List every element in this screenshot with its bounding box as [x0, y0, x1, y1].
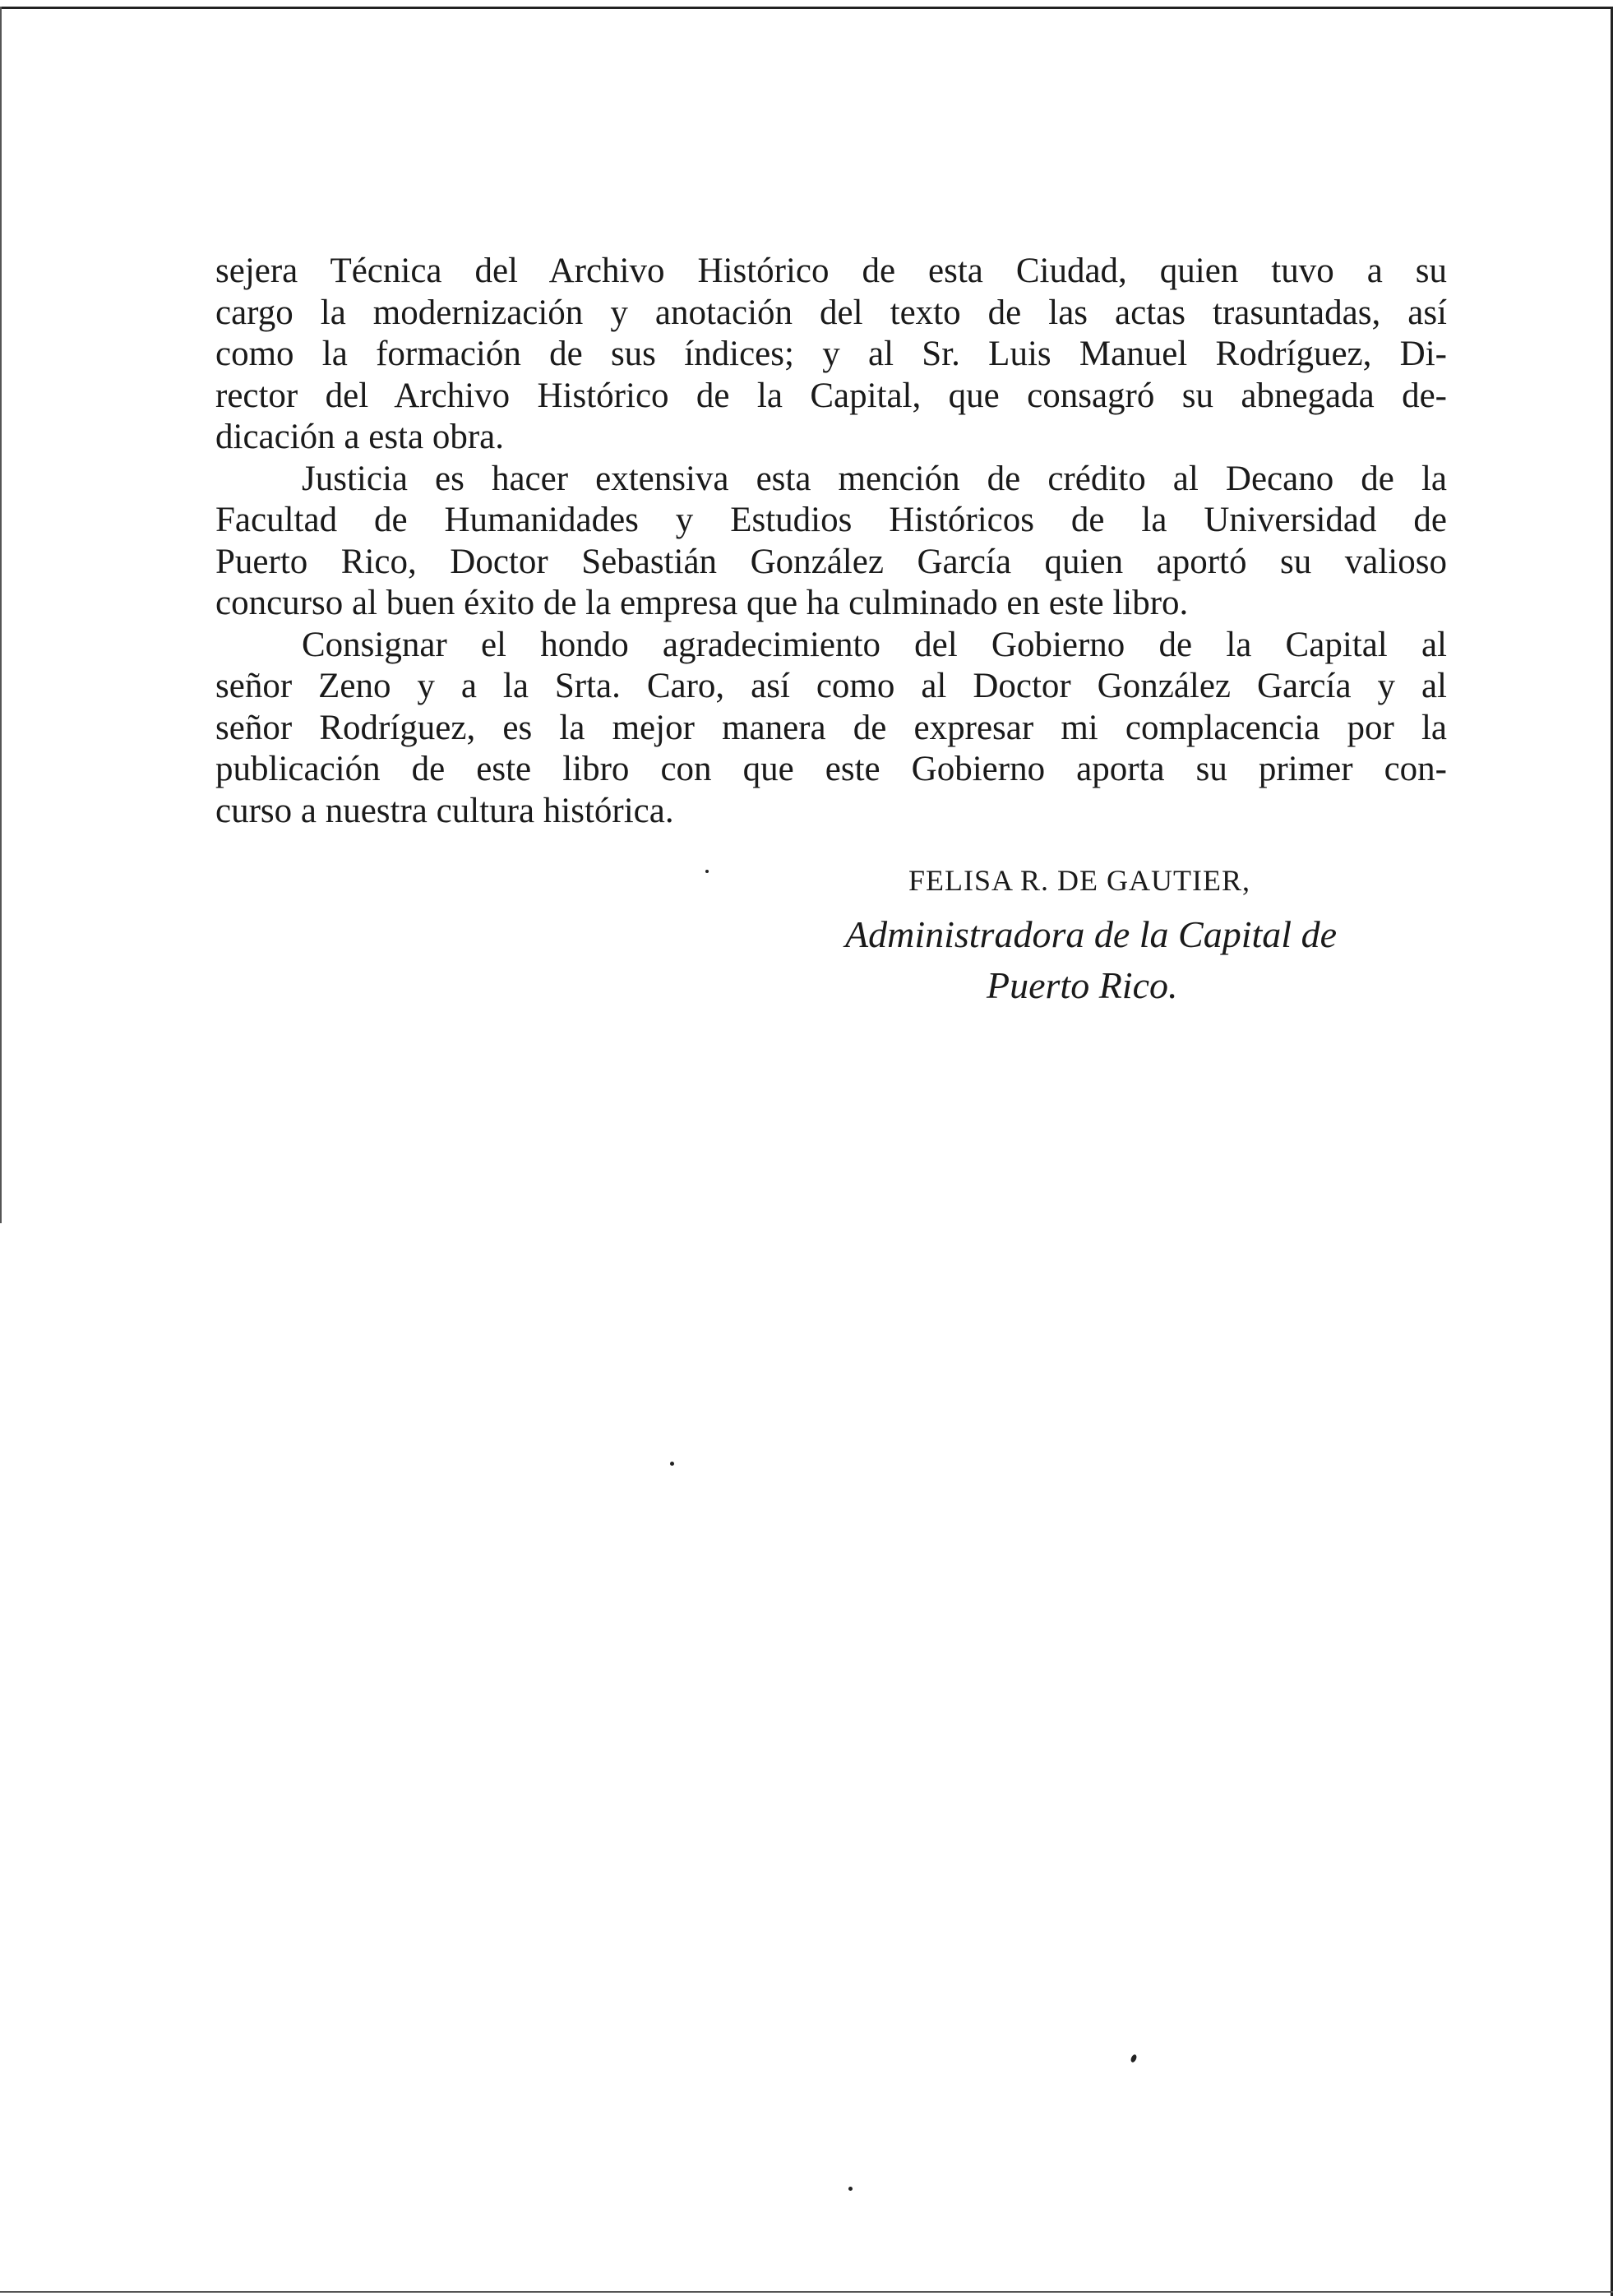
text-line: concurso al buen éxito de la empresa que ha culminado en este libro.: [215, 584, 1189, 622]
text-line: curso a nuestra cultura histórica.: [215, 791, 674, 830]
text-line: señor Zeno y a la Srta. Caro, así como al Doctor González García y al: [215, 667, 1447, 705]
paragraph-3: [215, 625, 1447, 833]
print-speck: [705, 870, 709, 873]
paragraph-2: [215, 459, 1447, 625]
text-line: como la formación de sus índices; y al Sr. Luis Manuel Rodríguez, Di-: [215, 335, 1447, 373]
text-line: cargo la modernización y anotación del texto de las actas trasuntadas, así: [215, 293, 1447, 332]
signatory-title-continued: Puerto Rico.: [987, 964, 1178, 1006]
text-line: publicación de este libro con que este Gobierno aporta su primer con-: [215, 750, 1447, 788]
text-line: Justicia es hacer extensiva esta mención de crédito al Decano de la: [302, 459, 1447, 498]
paragraph-1: [215, 251, 1447, 459]
print-speck: [1130, 2053, 1138, 2063]
text-line: Facultad de Humanidades y Estudios Históricos de la Universidad de: [215, 501, 1447, 539]
text-line: Consignar el hondo agradecimiento del Gobierno de la Capital al: [302, 625, 1447, 664]
text-line: dicación a esta obra.: [215, 418, 504, 456]
page-edge-left: [0, 7, 2, 1223]
page-edge-top: [0, 7, 1613, 9]
signatory-title: Administradora de la Capital de: [845, 913, 1337, 955]
signatory-name: FELISA R. DE GAUTIER,: [908, 864, 1250, 897]
body-text: [215, 251, 1447, 832]
text-line: sejera Técnica del Archivo Histórico de esta Ciudad, quien tuvo a su: [215, 252, 1447, 290]
print-speck: [670, 1462, 674, 1466]
print-speck: [848, 2187, 853, 2191]
text-line: señor Rodríguez, es la mejor manera de expresar mi complacencia por la: [215, 708, 1447, 747]
text-line: Puerto Rico, Doctor Sebastián González García quien aportó su valioso: [215, 542, 1447, 581]
page-edge-bottom: [0, 2291, 1613, 2293]
text-line: rector del Archivo Histórico de la Capital, que consagró su abnegada de-: [215, 376, 1447, 415]
